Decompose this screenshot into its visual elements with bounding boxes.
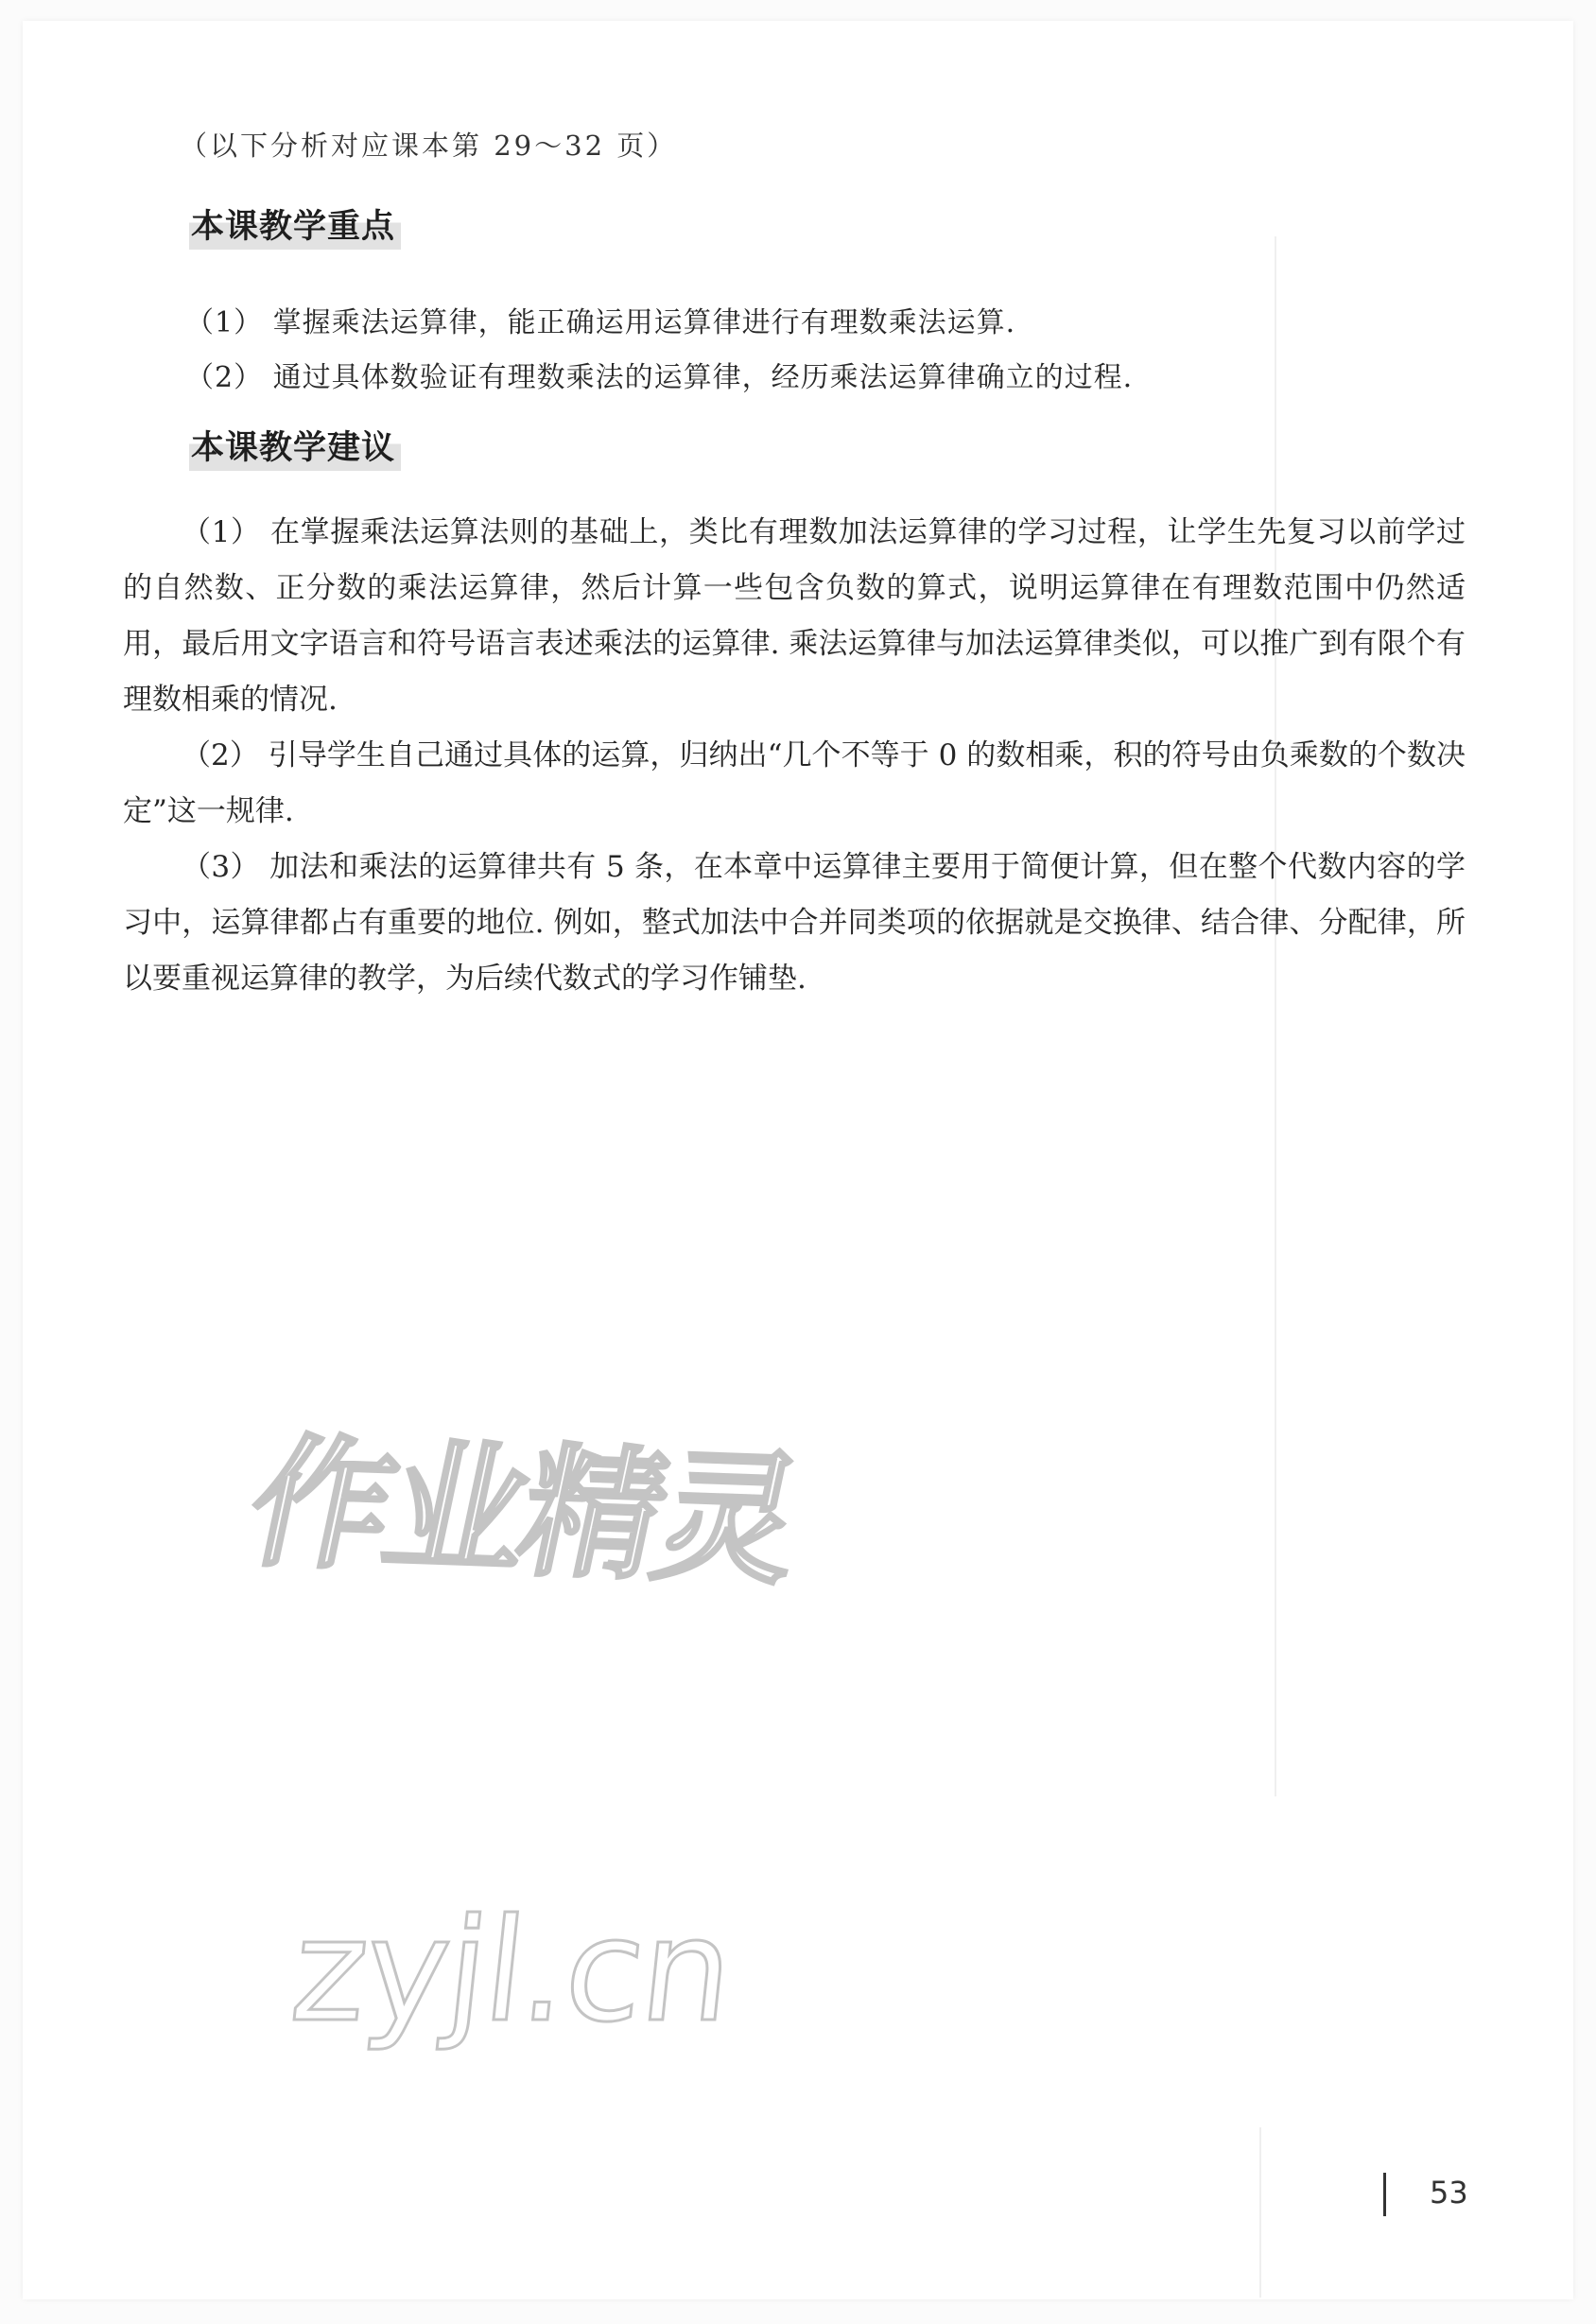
- section-title-focus: 本课教学重点: [189, 200, 401, 250]
- source-note: （以下分析对应课本第 29～32 页）: [180, 130, 678, 162]
- focus-item: （1） 掌握乘法运算律，能正确运用运算律进行有理数乘法运算.: [185, 306, 1016, 339]
- scan-artifact-line: [1275, 236, 1276, 1796]
- page-number: 53: [1430, 2175, 1468, 2211]
- scan-artifact-line: [1259, 2127, 1261, 2298]
- page-number-rule: [1383, 2173, 1386, 2216]
- focus-item: （2） 通过具体数验证有理数乘法的运算律，经历乘法运算律确立的过程.: [185, 361, 1134, 394]
- advice-paragraph: （3） 加法和乘法的运算律共有 5 条，在本章中运算律主要用于简便计算，但在整个代数内容的学习中，运算律都占有重要的地位. 例如，整式加法中合并同类项的依据就是交换律、结合律、分配律，所以要重视运算律的教学，为后续代数式的学习作铺垫.: [123, 850, 1466, 996]
- watermark-url: zyjl.cn: [284, 1889, 739, 2054]
- advice-paragraph: （1） 在掌握乘法运算法则的基础上，类比有理数加法运算律的学习过程，让学生先复习以前学过的自然数、正分数的乘法运算律，然后计算一些包含负数的算式，说明运算律在有理数范围中仍然适用，最后用文字语言和符号语言表述乘法的运算律. 乘法运算律与加法运算律类似，可以推广到有限个有理数相乘的情况.: [123, 515, 1466, 717]
- watermark-logo: 作业精灵: [234, 1420, 811, 1604]
- advice-paragraph: （2） 引导学生自己通过具体的运算，归纳出“几个不等于 0 的数相乘，积的符号由负乘数的个数决定”这一规律.: [123, 738, 1466, 828]
- section-title-advice: 本课教学建议: [189, 422, 401, 471]
